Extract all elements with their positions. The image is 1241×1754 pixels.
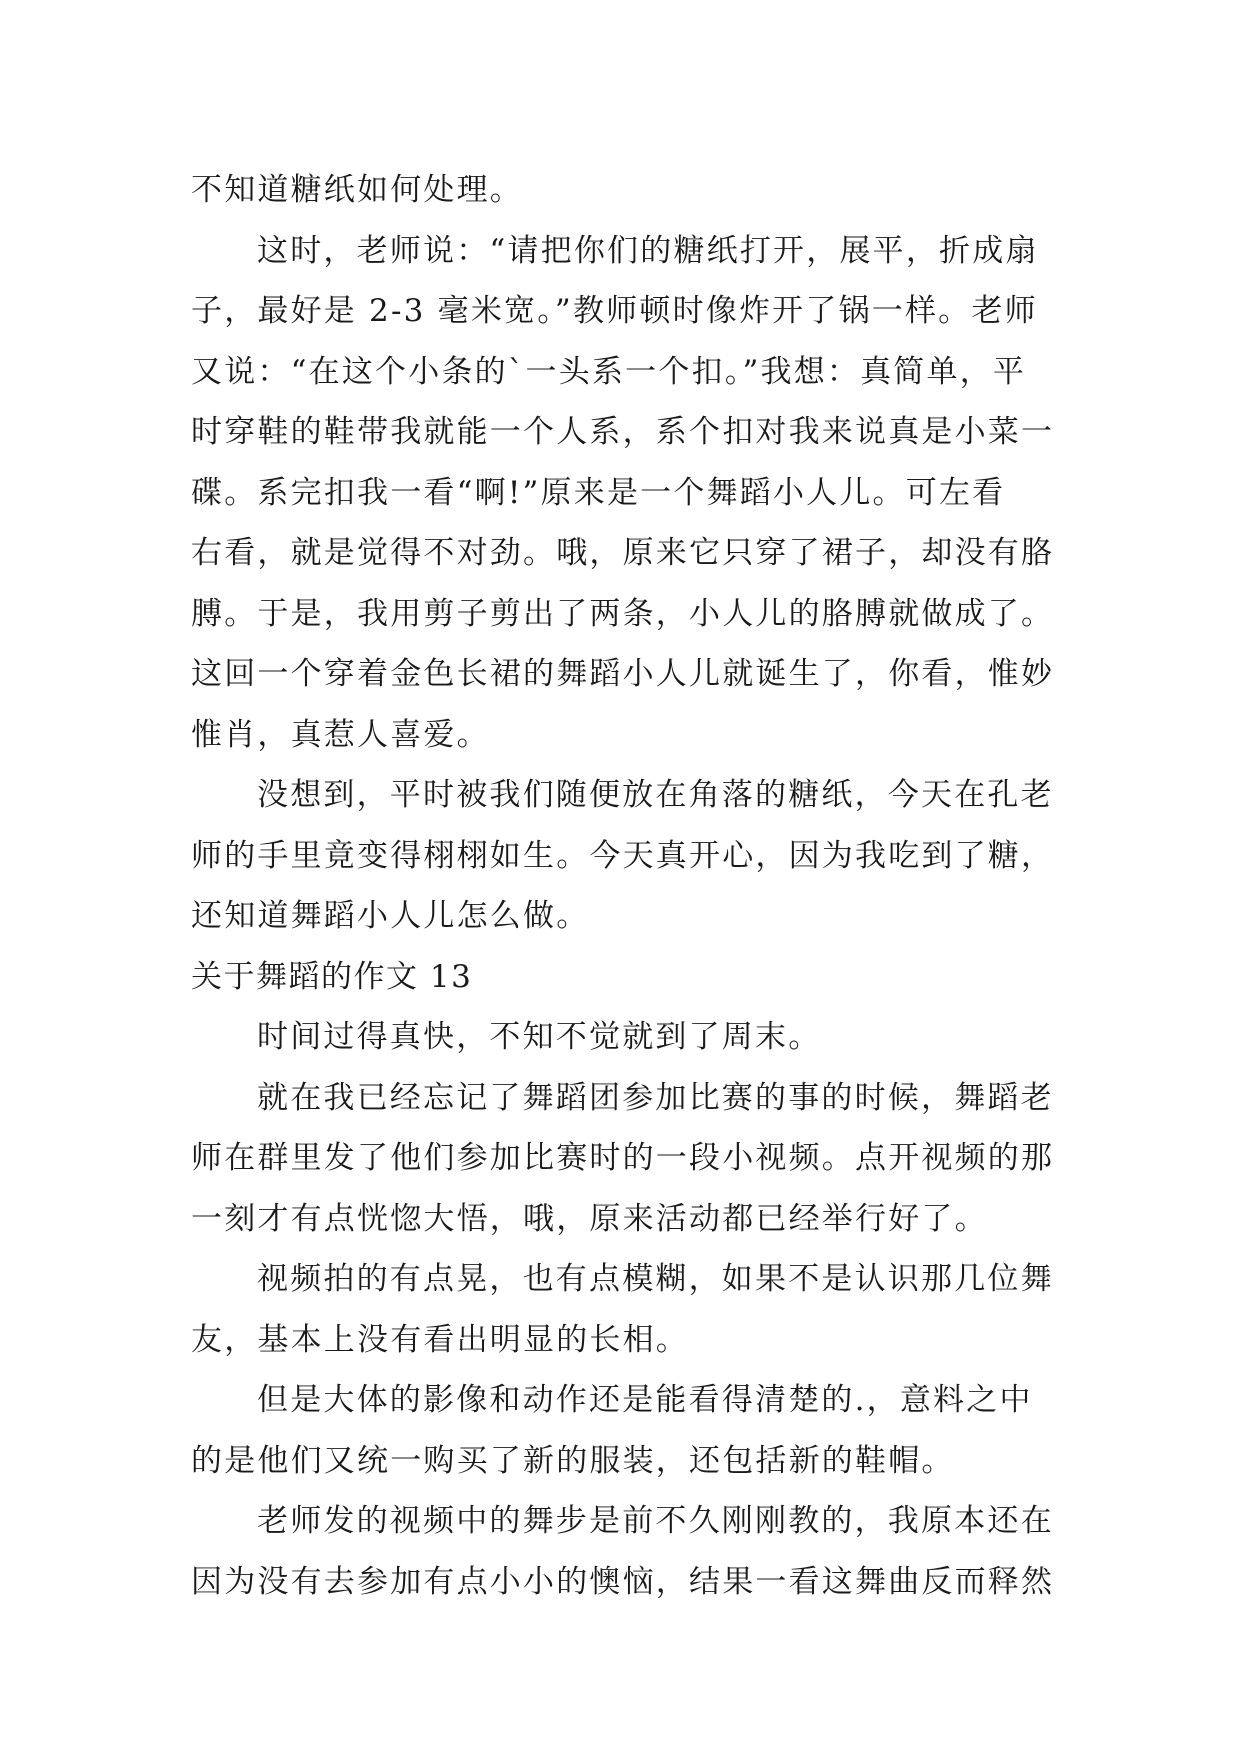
text-line: 还知道舞蹈小人儿怎么做。 xyxy=(191,898,590,934)
paragraph-start-line: 视频拍的有点晃，也有点模糊，如果不是认识那几位舞 xyxy=(257,1261,1054,1297)
paragraph-start-line: 但是大体的影像和动作还是能看得清楚的.，意料之中 xyxy=(257,1382,1033,1418)
document-body xyxy=(191,160,1055,1612)
text-line: 子，最好是 2-3 毫米宽。”教师顿时像炸开了锅一样。老师 xyxy=(191,293,1038,329)
text-line: 时穿鞋的鞋带我就能一个人系，系个扣对我来说真是小菜一 xyxy=(191,414,1055,450)
text-line: 一刻才有点恍惚大悟，哦，原来活动都已经举行好了。 xyxy=(191,1200,988,1237)
section-heading: 关于舞蹈的作文 13 xyxy=(191,958,473,995)
text-line: 因为没有去参加有点小小的懊恼，结果一看这舞曲反而释然 xyxy=(191,1563,1055,1600)
text-line: 师在群里发了他们参加比赛时的一段小视频。点开视频的那 xyxy=(191,1140,1055,1176)
paragraph-start-line: 就在我已经忘记了舞蹈团参加比赛的事的时候，舞蹈老 xyxy=(257,1079,1054,1116)
text-line: 又说：“在这个小条的`一头系一个扣。”我想：真简单，平 xyxy=(191,353,1027,390)
paragraph-start-line: 这时，老师说：“请把你们的糖纸打开，展平，折成扇 xyxy=(257,232,1039,269)
text-line: 右看，就是觉得不对劲。哦，原来它只穿了裙子，却没有胳 xyxy=(191,535,1055,571)
text-line: 不知道糖纸如何处理。 xyxy=(191,172,523,208)
paragraph-start-line: 老师发的视频中的舞步是前不久刚刚教的，我原本还在 xyxy=(257,1503,1054,1539)
text-line: 惟肖，真惹人喜爱。 xyxy=(191,716,490,753)
paragraph-start-line: 没想到，平时被我们随便放在角落的糖纸，今天在孔老 xyxy=(257,777,1054,813)
text-line: 膊。于是，我用剪子剪出了两条，小人儿的胳膊就做成了。 xyxy=(191,595,1055,632)
text-line: 碟。系完扣我一看“啊!”原来是一个舞蹈小人儿。可左看 xyxy=(191,474,1006,511)
text-line: 友，基本上没有看出明显的长相。 xyxy=(191,1321,689,1358)
text-line: 的是他们又统一购买了新的服装，还包括新的鞋帽。 xyxy=(191,1442,955,1479)
text-line: 师的手里竟变得栩栩如生。今天真开心，因为我吃到了糖， xyxy=(191,837,1055,874)
paragraph-start-line: 时间过得真快，不知不觉就到了周末。 xyxy=(257,1019,822,1055)
text-line: 这回一个穿着金色长裙的舞蹈小人儿就诞生了，你看，惟妙 xyxy=(191,656,1055,692)
